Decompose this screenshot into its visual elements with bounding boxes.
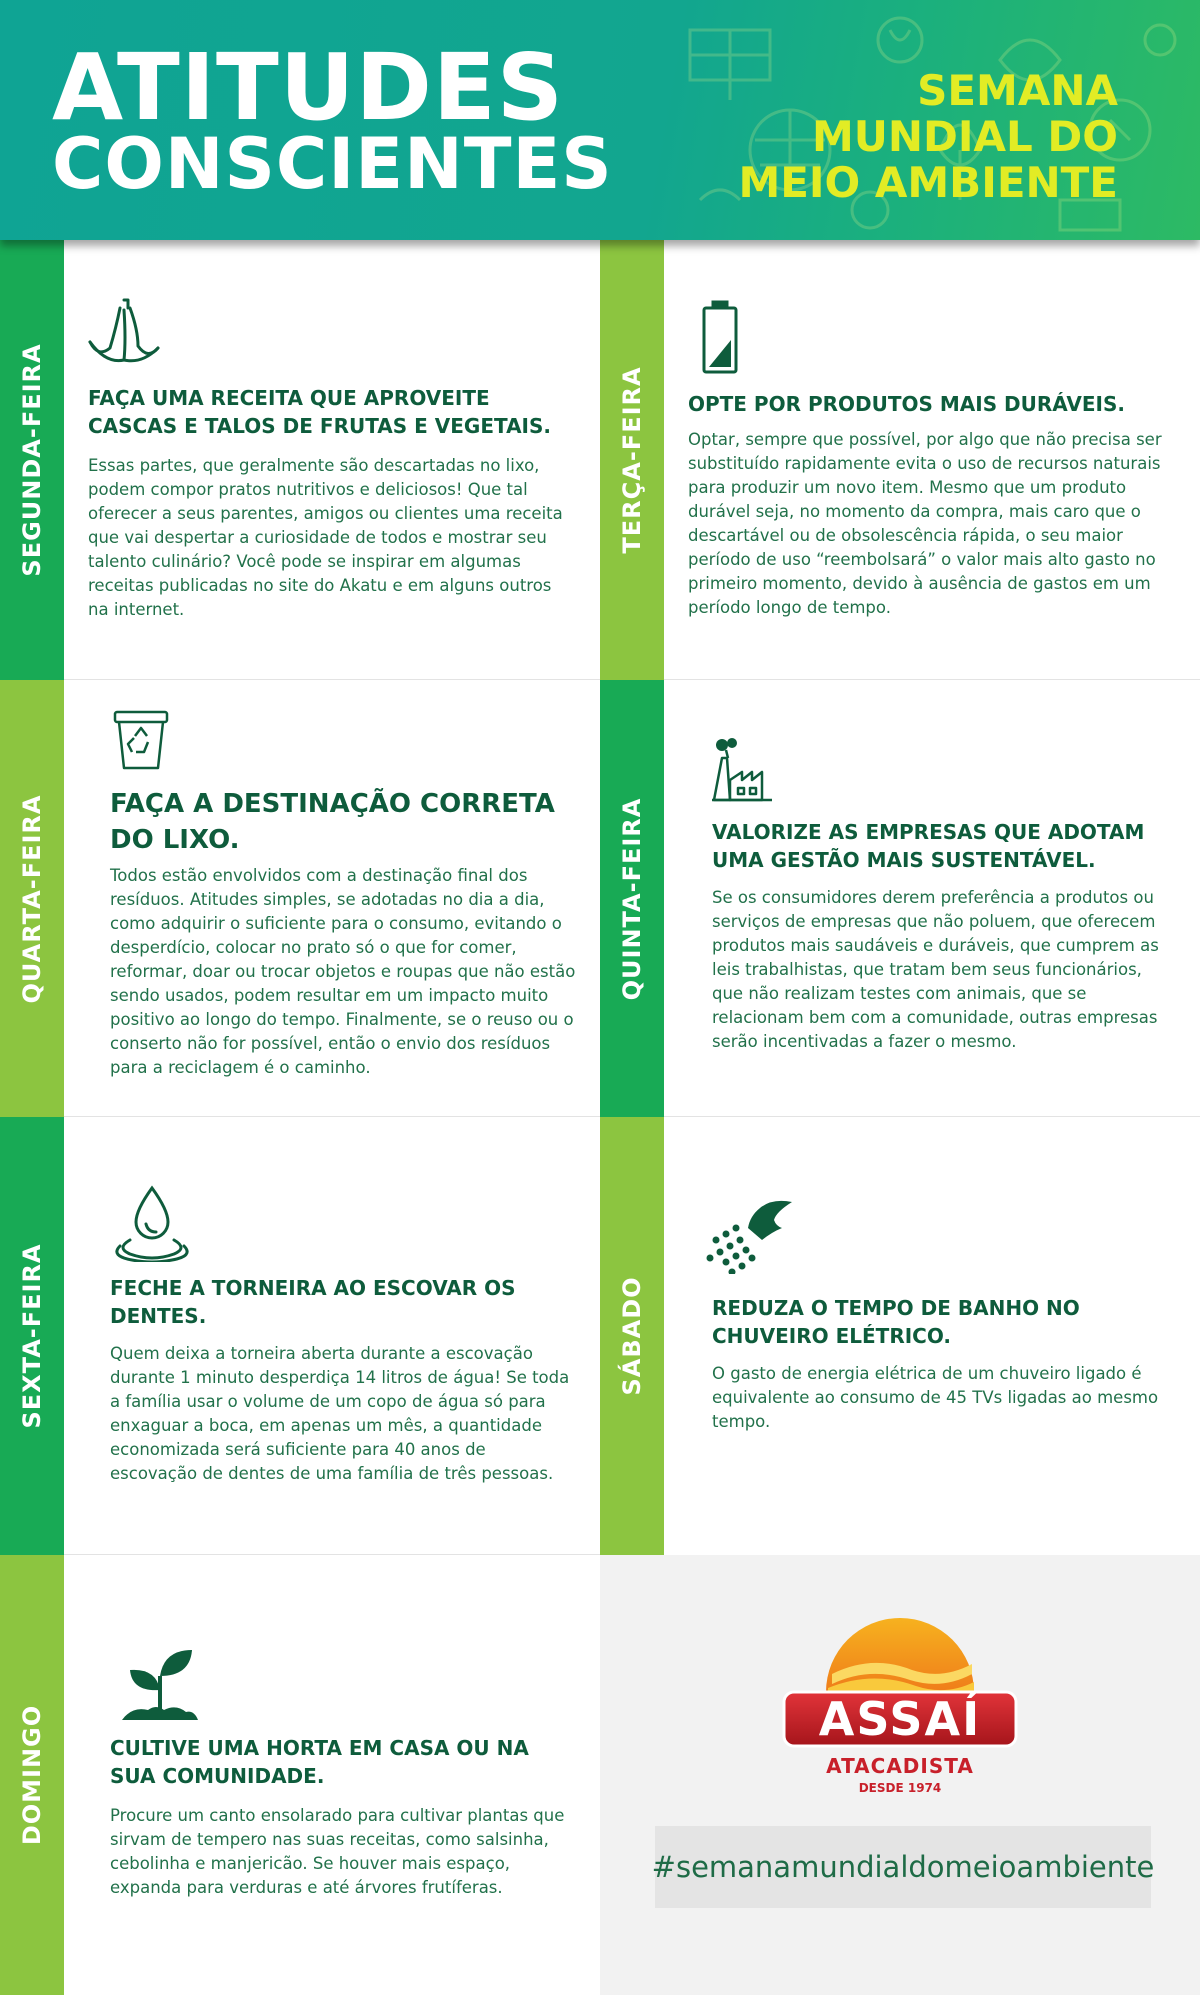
day-bar-monday [0, 240, 64, 680]
day-bar-sunday [0, 1555, 64, 1995]
day-bar-wednesday [0, 680, 64, 1117]
day-bar-thursday [600, 680, 664, 1117]
friday-heading: FECHE A TORNEIRA AO ESCOVAR OS DENTES. [110, 1276, 516, 1328]
wednesday-heading: FAÇA A DESTINAÇÃO CORRETA DO LIXO. [110, 789, 555, 855]
day-bar-friday [0, 1117, 64, 1555]
friday-text: Quem deixa a torneira aberta durante a escovação durante 1 minuto desperdiça 14 litros de água! Se toda a família usar o volume de um copo de água só para enxaguar a boca, em apenas um mês, a quantidade economizada será suficiente para 40 anos de escovação de dentes de uma família de três pessoas. [110, 1344, 570, 1483]
day-bar-tuesday [600, 240, 664, 680]
sunday-text: Procure um canto ensolarado para cultivar plantas que sirvam de tempero nas suas receitas, como salsinha, cebolinha e manjericão. Se houver mais espaço, expanda para verduras e até árvores frutíferas. [110, 1806, 565, 1897]
thursday-heading: VALORIZE AS EMPRESAS QUE ADOTAM UMA GESTÃO MAIS SUSTENTÁVEL. [712, 820, 1145, 872]
monday-heading: FAÇA UMA RECEITA QUE APROVEITE CASCAS E TALOS DE FRUTAS E VEGETAIS. [88, 386, 551, 438]
subtitle-line-2: MUNDIAL DO [812, 112, 1118, 161]
logo-tagline: ATACADISTA [826, 1754, 974, 1778]
sunday-heading: CULTIVE UMA HORTA EM CASA OU NA SUA COMUNIDADE. [110, 1736, 529, 1788]
saturday-heading: REDUZA O TEMPO DE BANHO NO CHUVEIRO ELÉTRICO. [712, 1296, 1080, 1348]
hashtag-text: #semanamundialdomeioambiente [651, 1850, 1155, 1884]
logo-since: DESDE 1974 [858, 1781, 942, 1795]
wednesday-text: Todos estão envolvidos com a destinação final dos resíduos. Atitudes simples, se adotadas no dia a dia, como adquirir o suficiente para o consumo, evitando o desperdício, colocar no prato só o que for comer, reformar, doar ou trocar objetos e roupas que não estão sendo usados, podem resultar em um impacto muito positivo ao longo do tempo. Finalmente, se o reuso ou o conserto não for possível, então o envio dos resíduos para a reciclagem é o caminho. [110, 866, 576, 1077]
recycle-bin-icon [112, 708, 170, 777]
tuesday-text: Optar, sempre que possível, por algo que não precisa ser substituído rapidamente evita o uso de recursos naturais para produzir um novo item. Mesmo que um produto durável seja, no momento da compra, mais caro que o descartável ou de obsolescência rápida, o seu maior período de uso “reembolsará” o valor mais alto gasto no primeiro momento, devido à ausência de gastos em um período longo de tempo. [688, 430, 1162, 617]
hashtag-box [651, 1826, 1155, 1908]
day-label-sunday: DOMINGO [18, 1704, 46, 1846]
shower-icon [706, 1198, 796, 1279]
divider [664, 679, 1200, 680]
day-label-wednesday: QUARTA-FEIRA [18, 794, 46, 1003]
divider [64, 679, 600, 680]
battery-icon [702, 300, 738, 379]
divider [64, 1116, 600, 1117]
logo-brand: ASSAÍ [818, 1692, 982, 1746]
day-bar-saturday [600, 1117, 664, 1555]
tuesday-heading: OPTE POR PRODUTOS MAIS DURÁVEIS. [688, 392, 1126, 416]
day-label-thursday: QUINTA-FEIRA [618, 797, 646, 1000]
subtitle [658, 68, 1118, 206]
header-banner [0, 0, 1200, 240]
day-label-friday: SEXTA-FEIRA [18, 1243, 46, 1429]
monday-text: Essas partes, que geralmente são descartadas no lixo, podem compor pratos nutritivos e deliciosos! Que tal oferecer a seus parentes, amigos ou clientes uma receita que vai despertar a curiosidade de todos e mostrar seu talento culinário? Você pode se inspirar em algumas receitas publicadas no site do Akatu e em alguns outros na internet. [88, 456, 563, 619]
saturday-text: O gasto de energia elétrica de um chuveiro ligado é equivalente ao consumo de 45 TVs ligadas ao mesmo tempo. [712, 1364, 1159, 1431]
subtitle-line-1: SEMANA [917, 66, 1118, 115]
water-drop-icon [110, 1184, 194, 1267]
day-label-saturday: SÁBADO [618, 1276, 646, 1396]
sustainable-factory-icon [710, 736, 774, 809]
day-label-tuesday: TERÇA-FEIRA [618, 366, 646, 554]
title-line-2: CONSCIENTES [52, 123, 613, 205]
title-line-1: ATITUDES [52, 34, 564, 141]
thursday-text: Se os consumidores derem preferência a produtos ou serviços de empresas que não poluem, que oferecem produtos mais saudáveis e duráveis, que cumprem as leis trabalhistas, que tratam bem seus funcionários, que não realizam testes com animais, que se relacionam bem com a comunidade, outras empresas serão incentivadas a fazer o mesmo. [712, 888, 1159, 1051]
divider [64, 1554, 600, 1555]
plant-sprout-icon [120, 1646, 200, 1727]
banana-peel-icon [86, 296, 162, 373]
divider [664, 1116, 1200, 1117]
day-label-monday: SEGUNDA-FEIRA [18, 343, 46, 577]
subtitle-line-3: MEIO AMBIENTE [738, 158, 1118, 207]
